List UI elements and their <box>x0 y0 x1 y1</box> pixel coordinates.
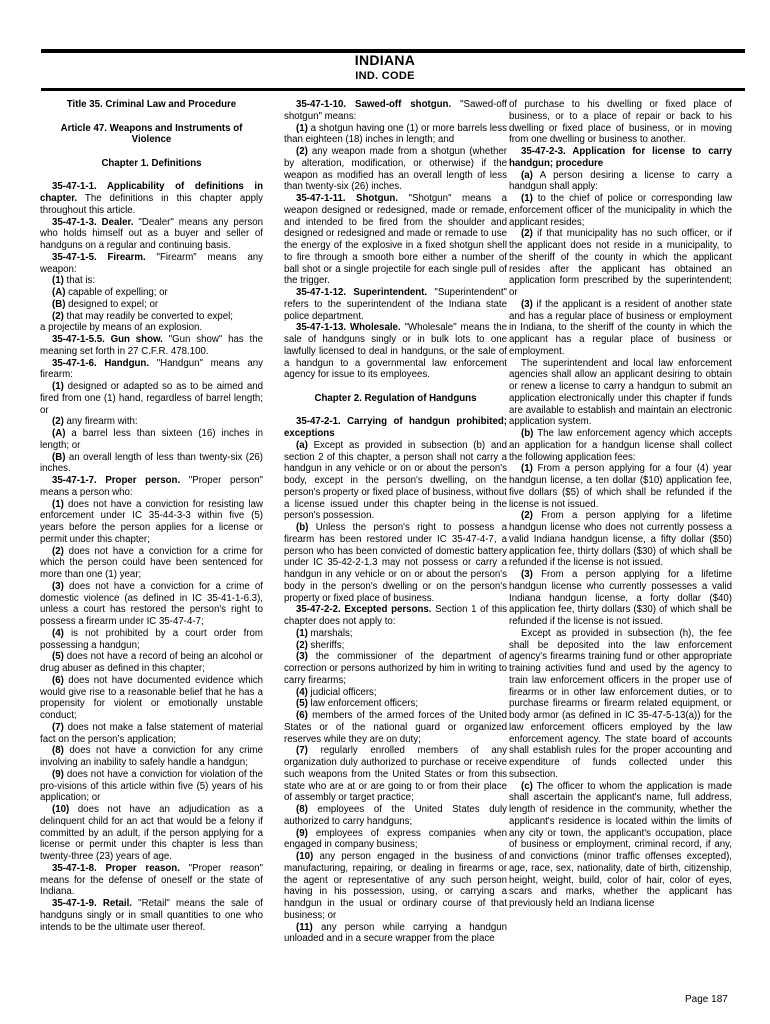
paragraph-heading: (3) <box>521 569 533 580</box>
paragraph-text: a projectile by means of an explosion. <box>40 322 203 334</box>
paragraph-heading: (1) <box>296 122 308 134</box>
paragraph <box>284 698 507 710</box>
paragraph-heading: (2) <box>52 310 64 322</box>
paragraph-spacer <box>284 381 507 393</box>
paragraph <box>40 452 263 476</box>
paragraph <box>284 522 507 604</box>
paragraph-heading: (1) <box>296 627 308 639</box>
paragraph-text: regularly enrolled members of any organization duly authorized to purchase or receive such weapons from the United States or from this state who are at or are going to or from their place of assembly or target practice; <box>284 745 507 804</box>
paragraph-text: does not have an adjudication as a delinquent child for an act that would be a felony if committed by an adult, if the person applying for a license or permit under this chapter is less than twenty-three (23) years of age. <box>40 804 263 862</box>
paragraph-text: The officer to whom the application is made shall ascertain the applicant's name, full address, length of residence in the community, whether the applicant's residence is located within the limits of any city or town, the applicant's occupation, place of business or employment, criminal record, if any, and convictions (minor traffic offenses excepted), age, race, sex, nationality, date of birth, citizenship, height, weight, build, color of hair, color of eyes, scars and marks, whether the applicant has previously held an Indiana license <box>509 780 732 909</box>
paragraph-heading: (2) <box>296 146 308 157</box>
paragraph <box>40 311 263 323</box>
paragraph-text: any person engaged in the business of manufacturing, repairing, or dealing in firearms or the agent or representative of any such person having in his possession, using, or carrying a handgun in the usual or ordinary course of that business; or <box>284 851 507 921</box>
paragraph-text: does not have a conviction for a crime for which the person could have been sentenced for more than one (1) year; <box>40 545 263 580</box>
paragraph-text: marshals; <box>307 627 353 639</box>
paragraph-heading: (8) <box>296 804 308 815</box>
paragraph-heading: (2) <box>521 510 533 522</box>
paragraph <box>284 123 507 147</box>
section-heading <box>40 158 263 170</box>
paragraph-text: Except as provided in subsection (b) and section 2 of this chapter, a person shall not carry a handgun in any vehicle or on or about the person's body, except in the person's dwelling, on the person's property or fixed place of business, without a license issued under this chapter being in the person's possession. <box>284 439 507 522</box>
paragraph-heading: (a) <box>296 439 308 451</box>
paragraph <box>40 675 263 722</box>
paragraph-heading: (7) <box>296 745 308 757</box>
heading-text: Chapter 1. Definitions <box>101 157 202 169</box>
paragraph-text: Unless the person's right to possess a firearm has been restored under IC 35-47-4-7, a person who has been convicted of domestic battery under IC 35-42-2-1.3 may not possess or carry a handgun in any vehicle or on or about the person's body in the person's dwelling or on the person's property or fixed place of business. <box>284 522 507 604</box>
paragraph-text: employees of express companies when engaged in company business; <box>284 827 507 851</box>
paragraph-heading: 35-47-2-2. Excepted persons. <box>296 604 432 616</box>
paragraph-heading: 35-47-1-6. Handgun. <box>52 357 150 369</box>
paragraph-text: From a person applying for a lifetime handgun license who does not currently possess a valid Indiana handgun license, a fifty dollar ($50) application fee, thirty dollars ($30) of which shall be refunded if the license is not issued. <box>509 510 732 569</box>
paragraph <box>509 228 732 299</box>
paragraph-text: "Firearm" means any weapon: <box>40 251 264 275</box>
paragraph <box>509 170 732 194</box>
paragraph <box>40 275 263 287</box>
paragraph-heading: (6) <box>296 710 308 721</box>
paragraph-spacer <box>40 146 263 158</box>
paragraph-heading: (11) <box>296 921 313 933</box>
paragraph <box>40 334 263 358</box>
paragraph-heading: (2) <box>52 416 64 428</box>
paragraph <box>284 628 507 640</box>
paragraph-text: judicial officers; <box>307 686 377 698</box>
paragraph-heading: 35-47-2-3. Application for license to carry handgun; procedure <box>509 146 732 169</box>
paragraph <box>40 804 263 863</box>
paragraph-heading: 35-47-1-13. Wholesale. <box>296 322 401 334</box>
paragraph-text: that is: <box>63 275 96 287</box>
paragraph-heading: (1) <box>521 193 533 204</box>
paragraph-heading: (5) <box>52 651 64 663</box>
paragraph-text: designed to expel; or <box>65 298 159 310</box>
section-heading <box>284 393 507 405</box>
paragraph-text: if that municipality has no such officer, or if the applicant does not reside in a municipality, to the sheriff of the county in which the applicant resides after the applicant has obtained an application form prescribed by the superintendent; or <box>509 228 732 298</box>
paragraph-heading: (4) <box>296 686 308 698</box>
paragraph <box>509 569 732 628</box>
paragraph-text: "Shotgun" means a weapon designed or redesigned, made or remade, and intended to be fired from the shoulder and designed or redesigned and made or remade to use the energy of the explosive in a fixed shotgun shell to fire through a smooth bore either a number of ball shot or a single projectile for each single pull of the trigger. <box>284 193 507 287</box>
paragraph <box>509 510 732 569</box>
paragraph-heading: (3) <box>296 651 308 663</box>
text-column-2 <box>284 99 507 945</box>
paragraph-text: any firearm with: <box>63 416 138 428</box>
paragraph-heading: (10) <box>52 804 70 815</box>
paragraph-heading: 35-47-1-7. Proper person. <box>52 475 181 486</box>
paragraph-text: "Gun show" has the meaning set forth in 27 C.F.R. 478.100. <box>40 334 263 357</box>
paragraph-heading: (1) <box>521 463 533 475</box>
paragraph <box>40 898 263 933</box>
page-header-subtitle: IND. CODE <box>355 70 415 82</box>
paragraph-text: "Wholesale" means the sale of handguns singly or in bulk lots to one lawfully licensed to deal in handguns, or the sale of a handgun to a governmental law enforcement agency for issue to its employees. <box>284 322 507 381</box>
paragraph <box>509 299 732 358</box>
paragraph-text: that may readily be converted to expel; <box>63 310 233 322</box>
paragraph-text: does not have a conviction for any crime involving an inability to safely handle a handgun; <box>40 745 263 768</box>
paragraph <box>40 581 263 628</box>
paragraph-text: an overall length of less than twenty-six (26) inches. <box>40 451 263 475</box>
paragraph-heading: (2) <box>296 639 308 651</box>
paragraph <box>284 745 507 804</box>
paragraph <box>40 252 263 276</box>
paragraph <box>509 358 732 429</box>
paragraph-text: the commissioner of the department of correction or persons authorized by him in writing to carry firearms; <box>284 651 507 686</box>
paragraph <box>284 193 507 287</box>
paragraph-text: employees of the United States duly authorized to carry handguns; <box>284 804 507 827</box>
paragraph-heading: (c) <box>521 780 533 792</box>
paragraph-text: "Proper person" means a person who: <box>40 475 263 498</box>
paragraph-text: From a person applying for a four (4) year handgun license, a ten dollar ($10) application fee, five dollars ($5) of which shall be refunded if the license is not issued. <box>509 463 732 510</box>
paragraph <box>40 428 263 452</box>
paragraph <box>40 722 263 746</box>
paragraph-text: any weapon made from a shotgun (whether by alteration, modification, or otherwise) if the weapon as modified has an overall length of less than twenty-six (26) inches. <box>284 146 507 193</box>
page-header-title: INDIANA <box>354 52 416 68</box>
paragraph-text: "Handgun" means any firearm: <box>40 357 263 381</box>
paragraph-heading: (7) <box>52 721 64 733</box>
paragraph-text: "Proper reason" means for the defense of oneself or the state of Indiana. <box>40 862 263 898</box>
paragraph <box>40 287 263 299</box>
paragraph-text: does not have a conviction for violation of the pro-visions of this article within five (5) years of his application; or <box>40 768 263 804</box>
section-heading <box>40 123 263 147</box>
paragraph <box>509 99 732 146</box>
paragraph <box>40 651 263 675</box>
paragraph-heading: 35-47-2-1. Carrying of handgun prohibited; exceptions <box>284 416 507 439</box>
paragraph-text: to the chief of police or corresponding law enforcement officer of the municipality in which the applicant resides; <box>509 193 732 228</box>
paragraph-heading: 35-47-1-9. Retail. <box>52 898 132 909</box>
paragraph-heading: (A) <box>52 287 66 298</box>
paragraph-text: does not make a false statement of material fact on the person’s application; <box>40 721 263 745</box>
paragraph-heading: 35-47-1-10. Sawed-off shotgun. <box>296 99 452 110</box>
page-number: Page 187 <box>685 994 728 1005</box>
paragraph <box>284 416 507 440</box>
paragraph-heading: 35-47-1-1. Applicability of definitions in chapter. <box>40 181 263 204</box>
paragraph-heading: (2) <box>521 228 533 240</box>
paragraph-text: does not have a conviction for a crime of domestic violence (as defined in IC 35-41-1-6.3), unless a court has restored the person's right to possess a firearm under IC 35-47-4-7; <box>40 580 263 627</box>
paragraph-text: capable of expelling; or <box>65 287 168 298</box>
paragraph-heading: 35-47-1-5.5. Gun show. <box>52 334 163 345</box>
paragraph-heading: (b) <box>521 428 534 439</box>
paragraph-heading: (4) <box>52 627 64 639</box>
paragraph <box>40 299 263 311</box>
paragraph-heading: (9) <box>52 768 64 780</box>
paragraph-heading: (b) <box>296 522 309 533</box>
paragraph-text: "Sawed-off shotgun" means: <box>284 99 507 122</box>
paragraph-heading: 35-47-1-12. Superintendent. <box>296 287 428 298</box>
paragraph-heading: (10) <box>296 851 314 862</box>
heading-text: Article 47. Weapons and Instruments of Violence <box>60 122 243 146</box>
paragraph <box>40 475 263 499</box>
paragraph-text: The definitions in this chapter apply throughout this article. <box>40 193 263 216</box>
paragraph <box>284 804 507 828</box>
paragraph-heading: (1) <box>52 498 64 510</box>
paragraph <box>509 628 732 781</box>
paragraph-text: members of the armed forces of the United States or of the national guard or organized reserves while they are on duty; <box>284 710 507 745</box>
paragraph <box>284 640 507 652</box>
paragraph-text: Section 1 of this chapter does not apply to: <box>284 604 508 627</box>
paragraph-text: does not have a record of being an alcohol or drug abuser as defined in this chapter; <box>40 651 263 674</box>
paragraph-heading: (3) <box>521 298 533 310</box>
paragraph-heading: 35-47-1-8. Proper reason. <box>52 862 180 874</box>
paragraph-text: designed or adapted so as to be aimed and fired from one (1) hand, regardless of barrel length; or <box>40 381 263 416</box>
paragraph-heading: (A) <box>52 428 66 439</box>
paragraph-text: "Retail" means the sale of handguns singly or in small quantities to one who intends to be the ultimate user thereof. <box>40 898 263 933</box>
paragraph <box>40 181 263 216</box>
paragraph <box>40 416 263 428</box>
paragraph-spacer <box>40 111 263 123</box>
paragraph <box>284 687 507 699</box>
paragraph-heading: (2) <box>52 545 64 557</box>
paragraph <box>40 322 263 334</box>
paragraph-text: a barrel less than sixteen (16) inches in length; or <box>40 428 263 451</box>
heading-text: Chapter 2. Regulation of Handguns <box>314 392 477 404</box>
paragraph <box>284 710 507 745</box>
paragraph-text: law enforcement officers; <box>307 698 419 710</box>
paragraph-text: "Superintendent" refers to the superintendent of the Indiana state police department. <box>284 287 507 322</box>
paragraph <box>284 440 507 522</box>
text-column-3 <box>509 99 732 910</box>
header-bottom-rule <box>41 88 745 91</box>
paragraph-heading: (1) <box>52 275 64 287</box>
paragraph-text: A person desiring a license to carry a handgun shall apply: <box>509 169 732 193</box>
paragraph-heading: (a) <box>521 169 533 181</box>
paragraph-heading: 35-47-1-3. Dealer. <box>52 216 134 228</box>
paragraph-text: of purchase to his dwelling or fixed place of business, or to a place of repair or back to his dwelling or fixed place of business, or in moving from one dwelling or business to another. <box>509 99 732 146</box>
paragraph <box>509 193 732 228</box>
paragraph-text: does not have a conviction for resisting law enforcement under IC 35-44-3-3 within five (5) years before the person applies for a license or permit under this chapter; <box>40 498 263 545</box>
paragraph <box>284 287 507 322</box>
paragraph <box>40 863 263 898</box>
paragraph <box>40 381 263 416</box>
paragraph <box>284 651 507 686</box>
paragraph <box>284 322 507 381</box>
paragraph-text: The superintendent and local law enforcement agencies shall allow an applicant desiring to obtain or renew a license to carry a handgun to submit an application electronically under this chapter if funds are available to establish and maintain an electronic application system. <box>509 357 732 428</box>
paragraph-heading: (3) <box>52 580 64 592</box>
paragraph-text: From a person applying for a lifetime handgun license who currently possesses a valid Indiana handgun license, a forty dollar ($40) application fee, thirty dollars ($30) of which shall be refunded if the license is not issued. <box>509 569 732 627</box>
paragraph <box>509 428 732 463</box>
paragraph <box>40 217 263 252</box>
paragraph <box>284 99 507 123</box>
paragraph-heading: (9) <box>296 827 308 839</box>
paragraph-text: any person while carrying a handgun unloaded and in a secure wrapper from the place <box>284 921 507 945</box>
paragraph-heading: 35-47-1-11. Shotgun. <box>296 193 399 204</box>
paragraph-spacer <box>40 170 263 182</box>
paragraph-spacer <box>284 405 507 417</box>
paragraph <box>509 146 732 170</box>
paragraph-heading: 35-47-1-5. Firearm. <box>52 251 146 263</box>
paragraph-text: sheriffs; <box>307 639 345 651</box>
paragraph <box>284 922 507 946</box>
paragraph <box>509 781 732 910</box>
paragraph-heading: (8) <box>52 745 64 757</box>
paragraph <box>284 146 507 193</box>
paragraph <box>284 604 507 628</box>
paragraph-text: does not have documented evidence which would give rise to a reasonable belief that he has a propensity for violent or emotionally unstable conduct; <box>40 674 263 721</box>
paragraph <box>284 828 507 852</box>
text-column-1 <box>40 99 263 933</box>
paragraph-text: if the applicant is a resident of another state and has a regular place of business or employment in Indiana, to the sheriff of the county in which the applicant has a regular place of business or employment. <box>509 298 732 357</box>
paragraph <box>40 358 263 382</box>
paragraph <box>40 499 263 546</box>
paragraph <box>40 769 263 804</box>
paragraph-heading: (6) <box>52 674 64 686</box>
paragraph-heading: (B) <box>52 451 66 463</box>
paragraph-heading: (5) <box>296 698 308 710</box>
paragraph <box>40 745 263 769</box>
paragraph-text: a shotgun having one (1) or more barrels less than eighteen (18) inches in length; and <box>284 122 507 146</box>
section-heading <box>40 99 263 111</box>
paragraph <box>40 628 263 652</box>
paragraph-text: is not prohibited by a court order from possessing a handgun; <box>40 627 263 651</box>
paragraph <box>40 546 263 581</box>
paragraph-text: Except as provided in subsection (h), the fee shall be deposited into the law enforcement agency's firearms training fund or other appropriate training activities fund and used by the agency to train law enforcement officers in the proper use of firearms or in other law enforcement duties, or to purchase firearms or firearm related equipment, or body armor (as defined in IC 35-47-5-13(a)) for the law enforcement officers employed by the law enforcement agency. The state board of accounts shall establish rules for the proper accounting and expenditure of funds collected under this subsection. <box>509 627 732 780</box>
paragraph <box>509 463 732 510</box>
paragraph-heading: (B) <box>52 298 66 310</box>
paragraph <box>284 851 507 922</box>
paragraph-text: The law enforcement agency which accepts an application for a handgun license shall collect the following application fees: <box>509 428 732 463</box>
heading-text: Title 35. Criminal Law and Procedure <box>66 99 237 110</box>
paragraph-heading: (1) <box>52 381 64 392</box>
paragraph-text: "Dealer" means any person who holds himself out as a buyer and seller of handguns on a regular and continuing basis. <box>40 216 263 251</box>
